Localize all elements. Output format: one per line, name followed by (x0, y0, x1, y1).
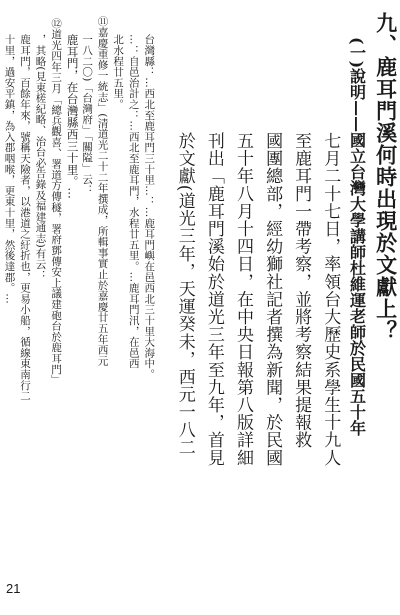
body-line: 於文獻(道光三年，天運癸未，西元一八二 (174, 132, 195, 457)
footnote-line: 鹿耳門，在台灣縣西三十里。… (65, 34, 80, 200)
footnote-line: …：自邑治計之：…西北至鹿耳門，水程廿五里。…鹿耳門汛，在邑西 (127, 34, 140, 369)
section-heading: 九、鹿耳門溪何時出現於文獻上？ (373, 12, 399, 342)
footnote-line: 台灣縣：…西北至鹿耳門三十里…：…鹿耳門嶼在邑西北三十里大海中。 (143, 34, 156, 380)
body-line: 國團總部，經幼獅社記者撰為新聞，於民國 (262, 132, 283, 467)
body-line: 五十年八月十四日，在中央日報第八版詳細 (232, 132, 253, 467)
footnote-line: 十里，過安平鎮，為入郡咽喉，更東十里，然後達郡。… (3, 34, 16, 304)
body-line: 至鹿耳門一帶考察，並將考察結果提報救 (291, 132, 312, 449)
page-number: 21 (6, 581, 21, 596)
body-line: 七月二十七日，率領台大歷史系學生十九人 (320, 132, 341, 467)
footnote-line: ，其略(見東槎紀略、治台必告錄及福建通志)有云： (34, 34, 47, 281)
footnote-line: 一八二〇)「台灣府」「關隘」云： (81, 34, 94, 196)
subsection-heading: (一)說明——國立台灣大學講師杜維運老師於民國五十年 (347, 37, 367, 437)
footnote-line: 鹿耳門，百餘年來，號稱天險者，以港道之紆折也，更易小船，循線東南行二 (19, 34, 32, 402)
body-line: 刊出「鹿耳門溪始於道光三年至九年，首見 (203, 132, 224, 467)
footnote-line: ⑪嘉慶重修一統志」(清道光二十二年撰成，所輯事實止於嘉慶廿五年西元 (96, 16, 109, 366)
footnote-line: ⑫道光四年三月「總兵觀喜、署道方傳穟，署府鄧傳安上議建砲台於鹿耳門」 (50, 18, 63, 386)
footnote-line: 北水程廿五里。 (112, 34, 125, 110)
